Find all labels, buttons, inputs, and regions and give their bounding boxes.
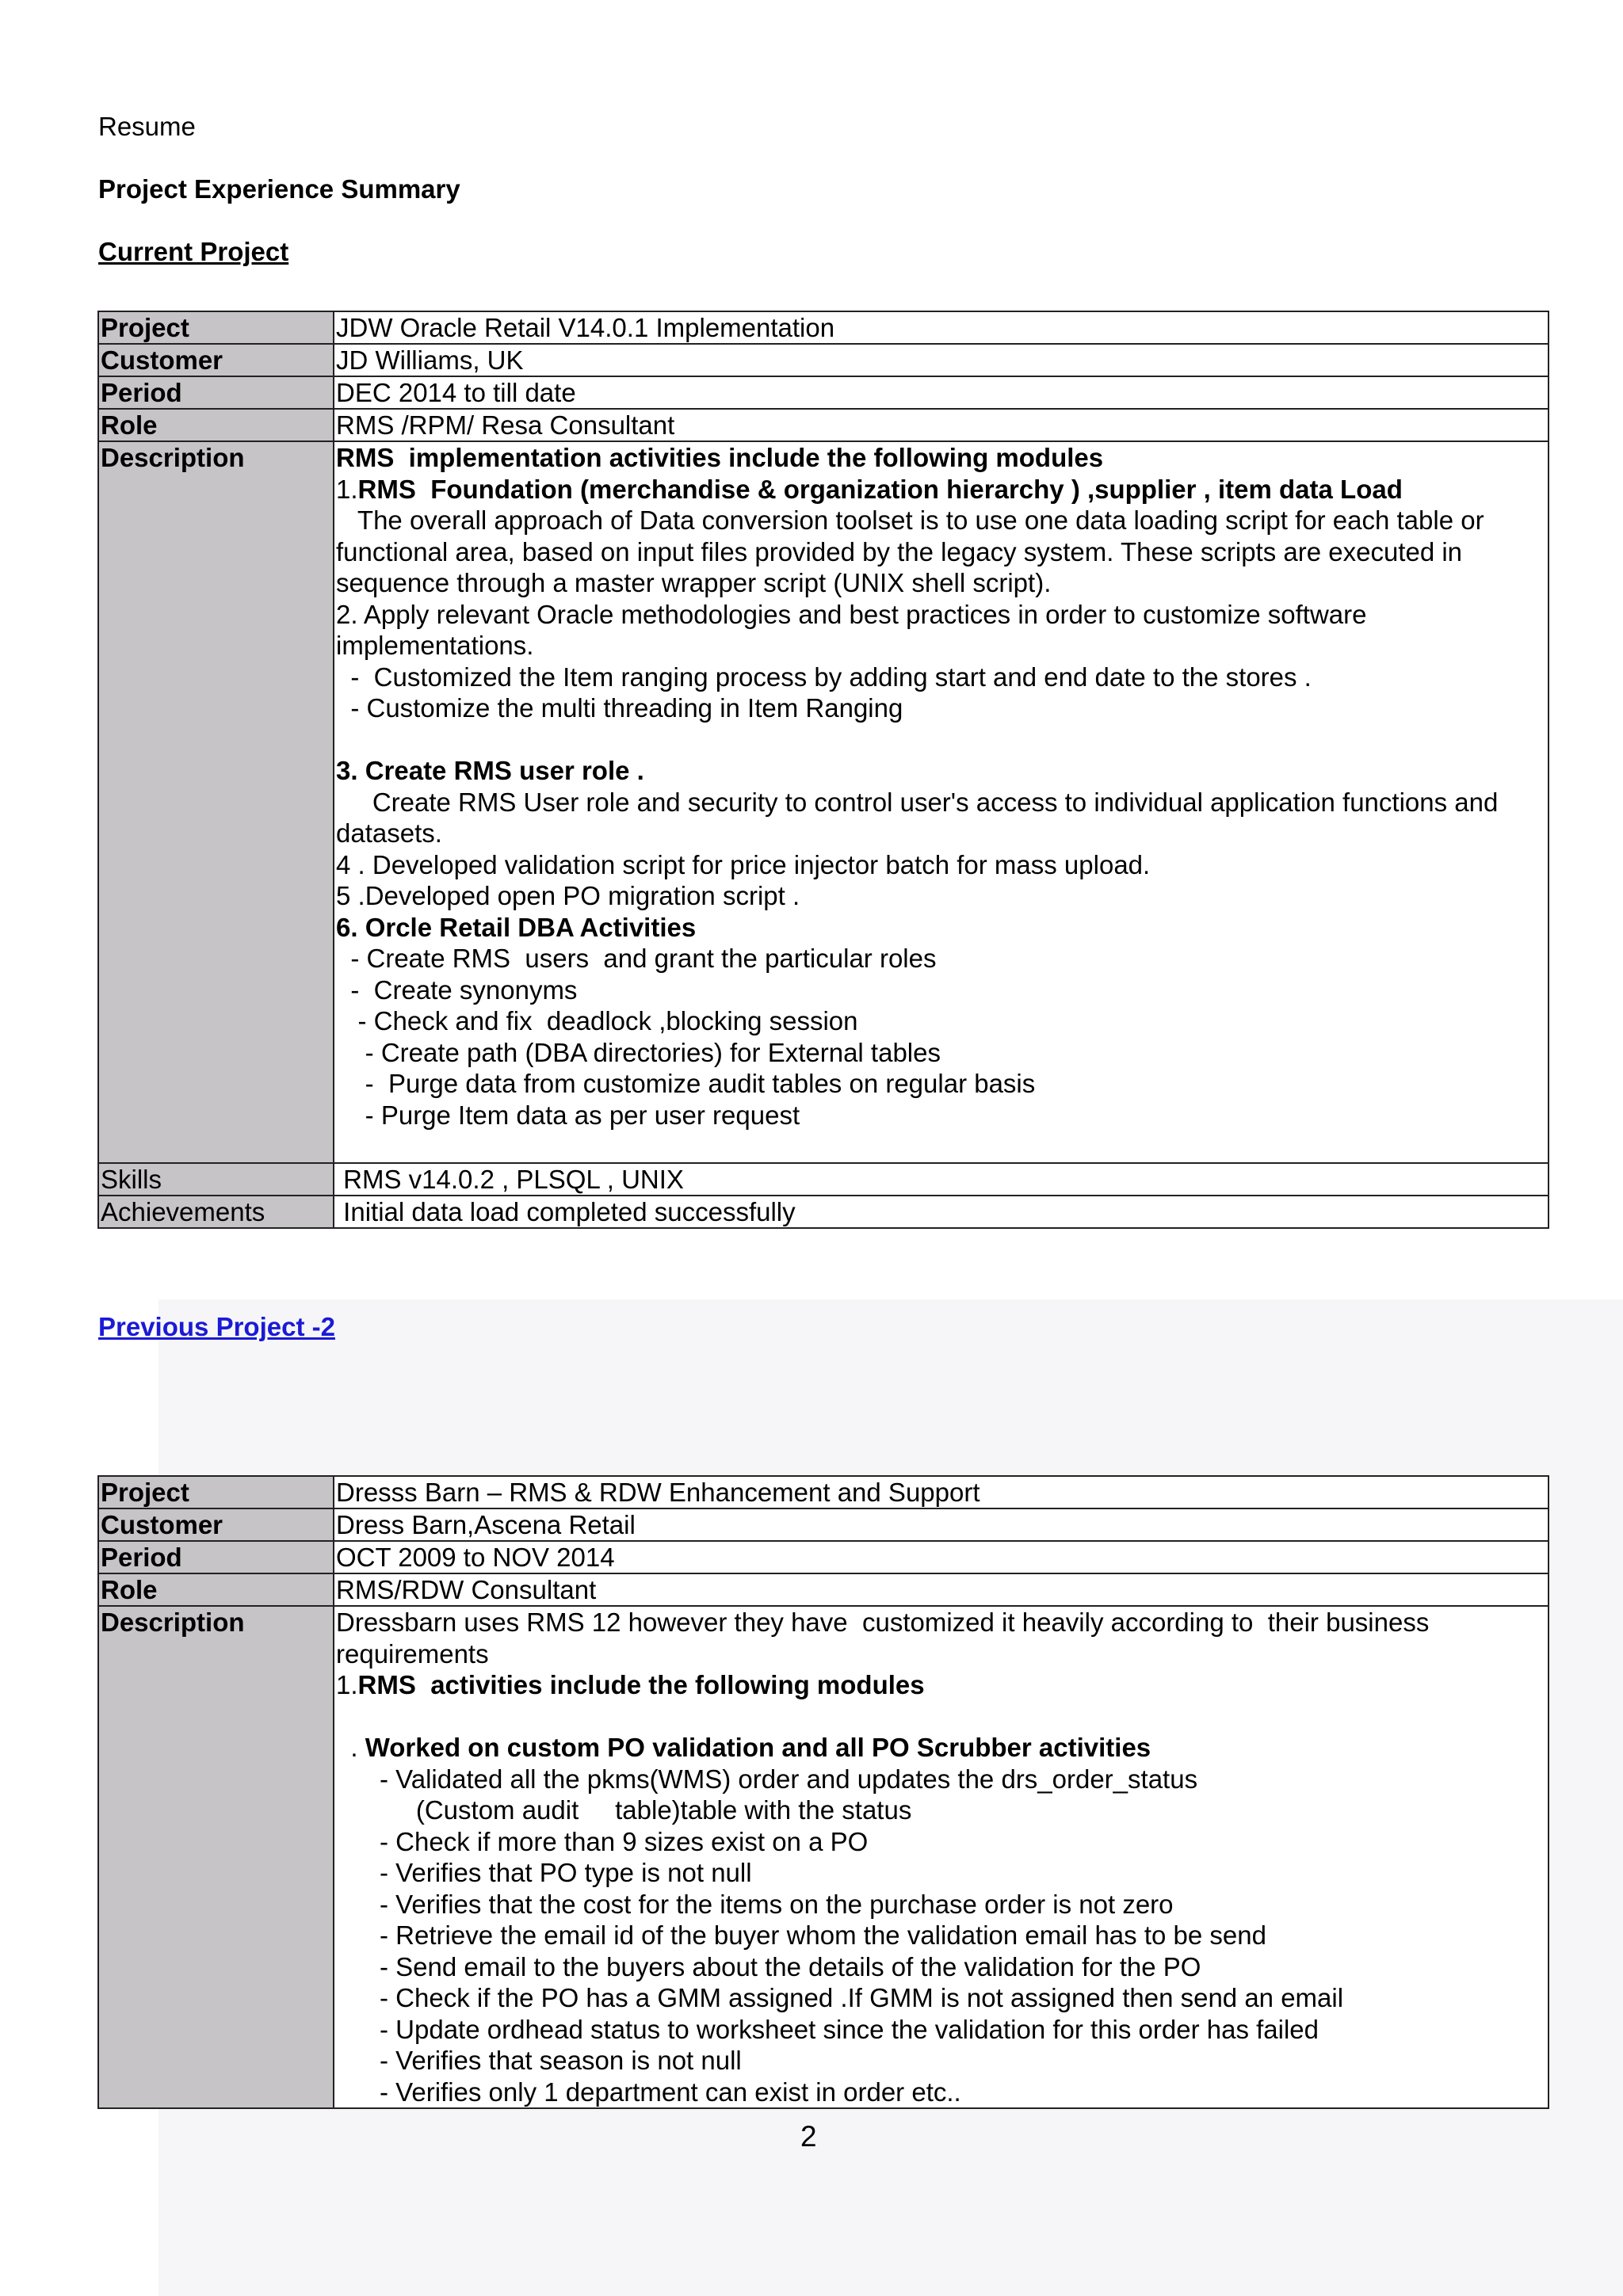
blank-line [336, 1701, 1546, 1733]
line-text: - Check and fix deadlock ,blocking session [336, 1006, 858, 1035]
description-line [336, 1920, 1546, 1951]
previous-project-table [97, 1475, 1549, 2109]
table-row [98, 1541, 1549, 1573]
customer-label: Customer [98, 344, 334, 376]
line-text: implementations. [336, 631, 534, 660]
line-text: - Verifies that season is not null [336, 2046, 742, 2075]
line-text: - Retrieve the email id of the buyer whom the validation email has to be send [336, 1920, 1266, 1950]
description-line [336, 787, 1546, 818]
description-value [334, 1606, 1549, 2108]
line-text: - Verifies that PO type is not null [336, 1858, 752, 1887]
description-line [336, 2045, 1546, 2077]
description-line [336, 442, 1546, 474]
description-line [336, 536, 1546, 568]
table-row [98, 344, 1549, 376]
line-text: 6. Orcle Retail DBA Activities [336, 912, 697, 942]
line-text: - Verifies only 1 department can exist in order etc.. [336, 2077, 961, 2107]
achievements-label: Achievements [98, 1196, 334, 1228]
description-line [336, 1794, 1546, 1826]
description-line [336, 599, 1546, 631]
project-label: Project [98, 311, 334, 344]
line-text: Create RMS User role and security to control user's access to individual application functions and [336, 787, 1499, 817]
previous-project-link[interactable]: Previous Project -2 [98, 1312, 335, 1341]
blank-line [336, 1131, 1546, 1162]
line-text: - Send email to the buyers about the details of the validation for the PO [336, 1951, 1201, 1981]
description-line [336, 662, 1546, 693]
blank-line [336, 724, 1546, 756]
description-line [336, 849, 1546, 881]
description-line [336, 1826, 1546, 1858]
project-value: JDW Oracle Retail V14.0.1 Implementation [334, 311, 1549, 344]
table-row [98, 1606, 1549, 2108]
project-value: Dresss Barn – RMS & RDW Enhancement and Support [334, 1476, 1549, 1508]
line-text: - Purge Item data as per user request [336, 1100, 800, 1130]
line-text: sequence through a master wrapper script (UNIX shell script). [336, 568, 1052, 597]
description-line [336, 2014, 1546, 2046]
description-line [336, 1607, 1546, 1638]
line-text: - Update ordhead status to worksheet since the validation for this order has failed [336, 2014, 1319, 2044]
description-label: Description [98, 1606, 334, 2108]
description-line [336, 2077, 1546, 2108]
line-text: 2. Apply relevant Oracle methodologies and best practices in order to customize software [336, 599, 1367, 629]
line-text: - Validated all the pkms(WMS) order and updates the drs_order_status [336, 1764, 1198, 1794]
description-line [336, 567, 1546, 599]
description-line [336, 1889, 1546, 1920]
description-line [336, 1100, 1546, 1131]
description-line [336, 1982, 1546, 2014]
description-line [336, 818, 1546, 849]
description-line [336, 1764, 1546, 1795]
customer-value: Dress Barn,Ascena Retail [334, 1508, 1549, 1541]
line-text: - Check if more than 9 sizes exist on a PO [336, 1826, 869, 1856]
line-prefix: 1. [336, 1670, 358, 1699]
line-text: - Verifies that the cost for the items on the purchase order is not zero [336, 1889, 1174, 1919]
table-row [98, 376, 1549, 409]
role-value: RMS /RPM/ Resa Consultant [334, 409, 1549, 441]
table-row [98, 311, 1549, 344]
line-text: 5 .Developed open PO migration script . [336, 881, 800, 910]
table-row [98, 1196, 1549, 1228]
line-text: The overall approach of Data conversion toolset is to use one data loading script for each table or [336, 505, 1484, 535]
description-line [336, 1005, 1546, 1037]
description-value [334, 441, 1549, 1163]
project-label: Project [98, 1476, 334, 1508]
period-value: DEC 2014 to till date [334, 376, 1549, 409]
line-text: - Purge data from customize audit tables on regular basis [336, 1069, 1036, 1098]
description-line [336, 1732, 1546, 1764]
doc-title: Resume [98, 112, 196, 141]
table-row [98, 1508, 1549, 1541]
period-label: Period [98, 376, 334, 409]
line-text: datasets. [336, 818, 442, 848]
description-line [336, 974, 1546, 1006]
line-text: RMS activities include the following modules [357, 1670, 925, 1699]
line-text: requirements [336, 1638, 489, 1669]
table-row [98, 1163, 1549, 1196]
line-prefix: 1. [336, 474, 358, 504]
line-text: 3. Create RMS user role . [336, 756, 644, 785]
customer-label: Customer [98, 1508, 334, 1541]
description-line [336, 692, 1546, 724]
description-label: Description [98, 441, 334, 1163]
line-text: 4 . Developed validation script for price injector batch for mass upload. [336, 849, 1151, 879]
description-line [336, 630, 1546, 662]
current-project-table [97, 311, 1549, 1229]
role-label: Role [98, 1573, 334, 1606]
skills-label: Skills [98, 1163, 334, 1196]
description-line [336, 912, 1546, 944]
section-title: Project Experience Summary [98, 174, 460, 204]
description-line [336, 1638, 1546, 1670]
line-text: Dressbarn uses RMS 12 however they have customized it heavily according to their business [336, 1608, 1430, 1637]
description-line [336, 1068, 1546, 1100]
current-project-heading: Current Project [98, 237, 289, 266]
line-text: RMS implementation activities include the following modules [336, 443, 1104, 472]
table-row [98, 1476, 1549, 1508]
line-text: functional area, based on input files provided by the legacy system. These scripts are executed in [336, 536, 1463, 566]
description-line [336, 755, 1546, 787]
description-line [336, 1037, 1546, 1069]
description-line [336, 1951, 1546, 1983]
table-row [98, 1573, 1549, 1606]
description-line [336, 1857, 1546, 1889]
line-text: - Check if the PO has a GMM assigned .If GMM is not assigned then send an email [336, 1983, 1344, 2012]
role-label: Role [98, 409, 334, 441]
description-line [336, 505, 1546, 536]
description-line [336, 474, 1546, 505]
line-text: (Custom audit table)table with the status [336, 1795, 912, 1825]
table-row [98, 441, 1549, 1163]
line-text: - Customize the multi threading in Item Ranging [336, 693, 903, 723]
table-row [98, 409, 1549, 441]
line-text: Worked on custom PO validation and all PO Scrubber activities [365, 1733, 1151, 1762]
description-line [336, 1669, 1546, 1701]
line-text: - Create path (DBA directories) for External tables [336, 1037, 941, 1067]
line-text: - Create RMS users and grant the particular roles [336, 944, 937, 973]
description-line [336, 943, 1546, 974]
line-text: - Create synonyms [336, 974, 578, 1005]
line-prefix: . [336, 1733, 365, 1762]
achievements-value: Initial data load completed successfully [334, 1196, 1549, 1228]
line-text: RMS Foundation (merchandise & organization hierarchy ) ,supplier , item data Load [357, 474, 1403, 504]
period-value: OCT 2009 to NOV 2014 [334, 1541, 1549, 1573]
description-line [336, 880, 1546, 912]
page-number: 2 [800, 2120, 817, 2153]
customer-value: JD Williams, UK [334, 344, 1549, 376]
role-value: RMS/RDW Consultant [334, 1573, 1549, 1606]
period-label: Period [98, 1541, 334, 1573]
line-text: - Customized the Item ranging process by adding start and end date to the stores . [336, 662, 1312, 692]
skills-value: RMS v14.0.2 , PLSQL , UNIX [334, 1163, 1549, 1196]
